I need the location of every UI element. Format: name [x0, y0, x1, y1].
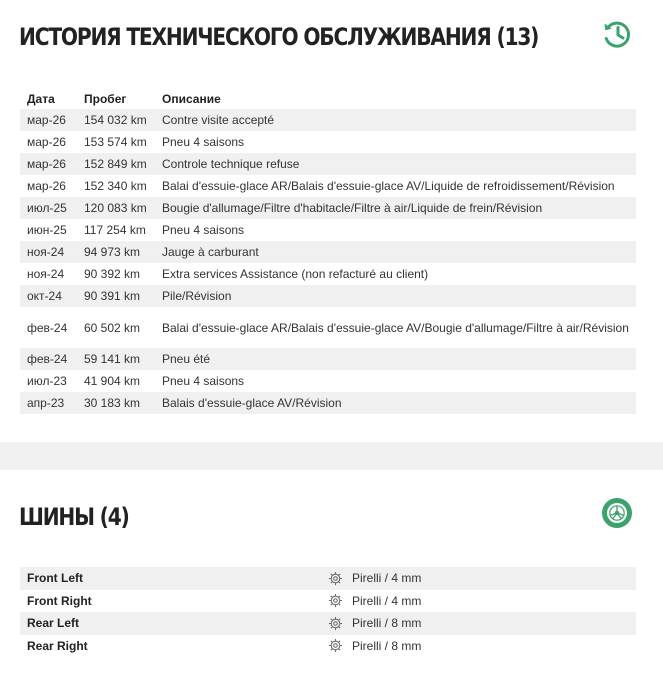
cell-mileage: 120 083 km — [77, 197, 155, 219]
tire-value: Pirelli / 8 mm — [352, 638, 422, 653]
table-row — [20, 392, 636, 414]
gear-icon — [328, 638, 343, 653]
cell-mileage: 152 849 km — [77, 153, 155, 175]
cell-date: фев-24 — [20, 348, 77, 370]
table-row — [20, 175, 636, 197]
tire-value: Pirelli / 4 mm — [346, 567, 636, 590]
table-row — [20, 567, 636, 590]
table-row — [20, 241, 636, 263]
cell-mileage: 90 391 km — [77, 285, 155, 307]
cell-description: Pneu 4 saisons — [162, 223, 245, 237]
tire-position: Front Left — [20, 567, 323, 590]
cell-date: июл-25 — [20, 197, 77, 219]
cell-description: Contre visite accepté — [155, 109, 636, 131]
tire-value: Pirelli / 8 mm — [346, 612, 636, 635]
table-row — [20, 263, 636, 285]
cell-mileage: 90 392 km — [84, 267, 141, 281]
table-row — [20, 307, 636, 348]
cell-description: Pneu été — [155, 348, 636, 370]
table-row — [20, 635, 636, 658]
cell-date: фев-24 — [27, 320, 68, 335]
table-row — [20, 197, 636, 219]
maintenance-history-table — [20, 88, 636, 414]
cell-description: Bougie d'allumage/Filtre d'habitacle/Filtre à air/Liquide de frein/Révision — [155, 197, 636, 219]
cell-date: ноя-24 — [20, 241, 77, 263]
cell-mileage: 30 183 km — [77, 392, 155, 414]
tires-title: ШИНЫ (4) — [19, 503, 129, 531]
cell-description: Extra services Assistance (non refacturé au client) — [162, 267, 429, 281]
cell-date: окт-24 — [20, 285, 77, 307]
cell-mileage: 154 032 km — [77, 109, 155, 131]
table-row — [20, 109, 636, 131]
cell-description: Pneu 4 saisons — [162, 374, 245, 388]
tire-value: Pirelli / 4 mm — [352, 593, 422, 608]
cell-date: апр-23 — [20, 392, 77, 414]
column-header-mileage: Пробег — [84, 91, 127, 106]
cell-description: Balai d'essuie-glace AR/Balais d'essuie-glace AV/Bougie d'allumage/Filtre à air/Révision — [162, 320, 629, 335]
table-row — [20, 612, 636, 635]
gear-icon — [328, 593, 343, 608]
cell-mileage: 117 254 km — [84, 223, 146, 237]
table-header-row — [20, 88, 636, 109]
cell-mileage: 60 502 km — [84, 320, 141, 335]
cell-description: Balais d'essuie-glace AV/Révision — [155, 392, 636, 414]
cell-date: июн-25 — [27, 223, 67, 237]
table-row — [20, 131, 636, 153]
tires-table — [20, 567, 636, 657]
history-clock-icon — [601, 18, 633, 50]
cell-description: Pneu 4 saisons — [162, 135, 245, 149]
gear-icon — [328, 571, 343, 586]
table-row — [20, 153, 636, 175]
table-row — [20, 285, 636, 307]
cell-mileage: 153 574 km — [84, 135, 147, 149]
tire-position: Rear Right — [27, 638, 88, 653]
cell-date: мар-26 — [20, 153, 77, 175]
tires-section — [0, 470, 663, 687]
column-header-date: Дата — [27, 91, 55, 106]
cell-date: мар-26 — [27, 135, 66, 149]
maintenance-history-title: ИСТОРИЯ ТЕХНИЧЕСКОГО ОБСЛУЖИВАНИЯ (13) — [19, 23, 539, 51]
cell-description: Balai d'essuie-glace AR/Balais d'essuie-glace AV/Liquide de refroidissement/Révision — [162, 179, 615, 193]
tire-position: Rear Left — [20, 612, 323, 635]
table-row — [20, 219, 636, 241]
cell-date: ноя-24 — [27, 267, 65, 281]
cell-mileage: 94 973 km — [77, 241, 155, 263]
cell-date: мар-26 — [27, 179, 66, 193]
cell-mileage: 59 141 km — [77, 348, 155, 370]
tire-position: Front Right — [27, 593, 92, 608]
cell-mileage: 152 340 km — [84, 179, 147, 193]
table-row — [20, 370, 636, 392]
cell-date: июл-23 — [27, 374, 67, 388]
cell-description: Pile/Révision — [155, 285, 636, 307]
cell-description: Jauge à carburant — [155, 241, 636, 263]
cell-date: мар-26 — [20, 109, 77, 131]
table-row — [20, 348, 636, 370]
cell-description: Controle technique refuse — [155, 153, 636, 175]
table-row — [20, 590, 636, 613]
cell-mileage: 41 904 km — [84, 374, 141, 388]
column-header-description: Описание — [162, 91, 221, 106]
tire-wheel-icon — [602, 498, 632, 528]
gear-icon — [328, 616, 343, 631]
section-divider — [0, 442, 663, 470]
